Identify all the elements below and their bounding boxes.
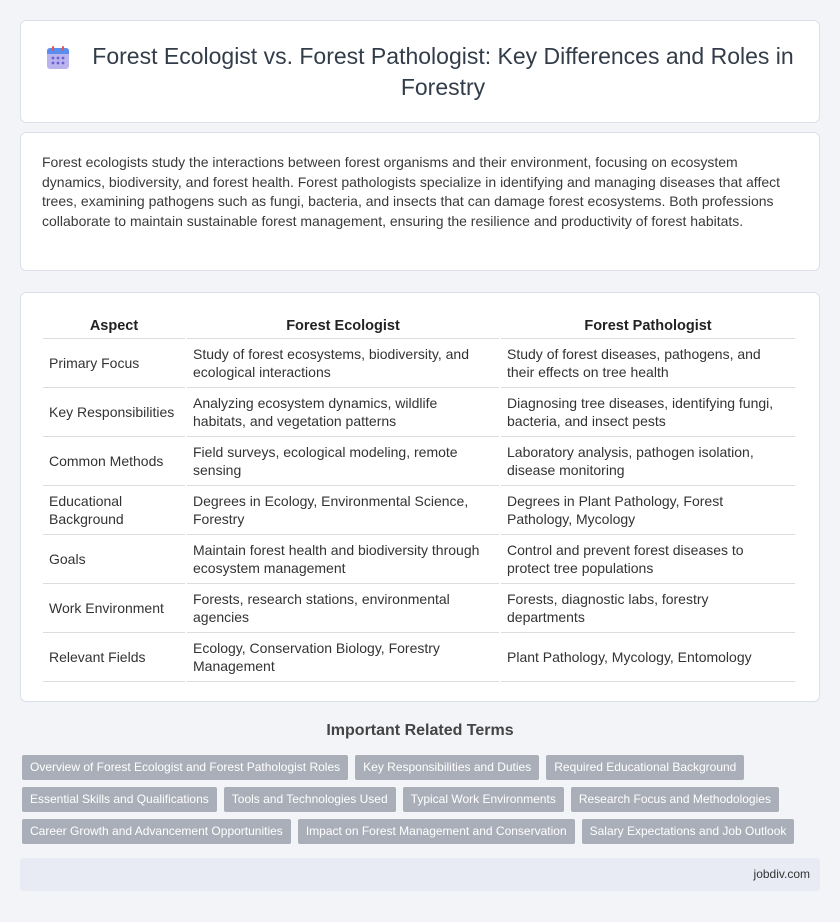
pathologist-cell: Control and prevent forest diseases to protect tree populations [501, 535, 795, 584]
table-row [43, 339, 795, 388]
ecologist-cell: Field surveys, ecological modeling, remote sensing [187, 437, 499, 486]
footer-site-link[interactable]: jobdiv.com [753, 867, 810, 881]
pathologist-cell: Laboratory analysis, pathogen isolation, disease monitoring [501, 437, 795, 486]
calendar-icon [45, 45, 71, 71]
related-term-tag[interactable]: Salary Expectations and Job Outlook [582, 819, 795, 844]
table-row [43, 535, 795, 584]
footer [20, 858, 820, 891]
intro-text: Forest ecologists study the interactions between forest organisms and their environment, focusing on ecosystem dynamics, biodiversity, and forest health. Forest pathologists specialize in identifying and managing diseases that affect trees, examining pathogens such as fungi, bacteria, and insects that can damage forest ecosystems. Both professions collaborate to maintain sustainable forest management, ensuring the resilience and productivity of forest habitats. [42, 154, 781, 229]
related-terms-list [22, 755, 822, 844]
related-term-tag[interactable]: Key Responsibilities and Duties [355, 755, 539, 780]
header-forest-pathologist: Forest Pathologist [501, 315, 795, 339]
aspect-cell: Work Environment [43, 584, 185, 633]
table-row [43, 486, 795, 535]
ecologist-cell: Degrees in Ecology, Environmental Science, Forestry [187, 486, 499, 535]
pathologist-cell: Diagnosing tree diseases, identifying fungi, bacteria, and insect pests [501, 388, 795, 437]
aspect-cell: Common Methods [43, 437, 185, 486]
ecologist-cell: Analyzing ecosystem dynamics, wildlife habitats, and vegetation patterns [187, 388, 499, 437]
related-term-tag[interactable]: Required Educational Background [546, 755, 744, 780]
page-title: Forest Ecologist vs. Forest Pathologist: Key Differences and Roles in Forestry [92, 42, 794, 100]
table-row [43, 388, 795, 437]
related-term-tag[interactable]: Impact on Forest Management and Conservation [298, 819, 575, 844]
ecologist-cell: Study of forest ecosystems, biodiversity, and ecological interactions [187, 339, 499, 388]
aspect-cell: Educational Background [43, 486, 185, 535]
comparison-table [41, 315, 797, 682]
pathologist-cell: Degrees in Plant Pathology, Forest Pathology, Mycology [501, 486, 795, 535]
related-term-tag[interactable]: Overview of Forest Ecologist and Forest Pathologist Roles [22, 755, 348, 780]
ecologist-cell: Maintain forest health and biodiversity through ecosystem management [187, 535, 499, 584]
related-term-tag[interactable]: Research Focus and Methodologies [571, 787, 779, 812]
pathologist-cell: Forests, diagnostic labs, forestry departments [501, 584, 795, 633]
related-term-tag[interactable]: Essential Skills and Qualifications [22, 787, 217, 812]
related-term-tag[interactable]: Typical Work Environments [403, 787, 564, 812]
related-term-tag[interactable]: Tools and Technologies Used [224, 787, 396, 812]
header-card [20, 20, 820, 123]
comparison-table-card [20, 292, 820, 702]
aspect-cell: Key Responsibilities [43, 388, 185, 437]
pathologist-cell: Study of forest diseases, pathogens, and their effects on tree health [501, 339, 795, 388]
table-row [43, 633, 795, 682]
table-header-row [43, 315, 795, 339]
ecologist-cell: Ecology, Conservation Biology, Forestry Management [187, 633, 499, 682]
related-terms-title: Important Related Terms [326, 722, 514, 739]
table-row [43, 584, 795, 633]
header-aspect: Aspect [43, 315, 185, 339]
header-forest-ecologist: Forest Ecologist [187, 315, 499, 339]
pathologist-cell: Plant Pathology, Mycology, Entomology [501, 633, 795, 682]
aspect-cell: Relevant Fields [43, 633, 185, 682]
related-term-tag[interactable]: Career Growth and Advancement Opportunities [22, 819, 291, 844]
aspect-cell: Goals [43, 535, 185, 584]
ecologist-cell: Forests, research stations, environmental agencies [187, 584, 499, 633]
intro-card [20, 132, 820, 271]
table-row [43, 437, 795, 486]
aspect-cell: Primary Focus [43, 339, 185, 388]
